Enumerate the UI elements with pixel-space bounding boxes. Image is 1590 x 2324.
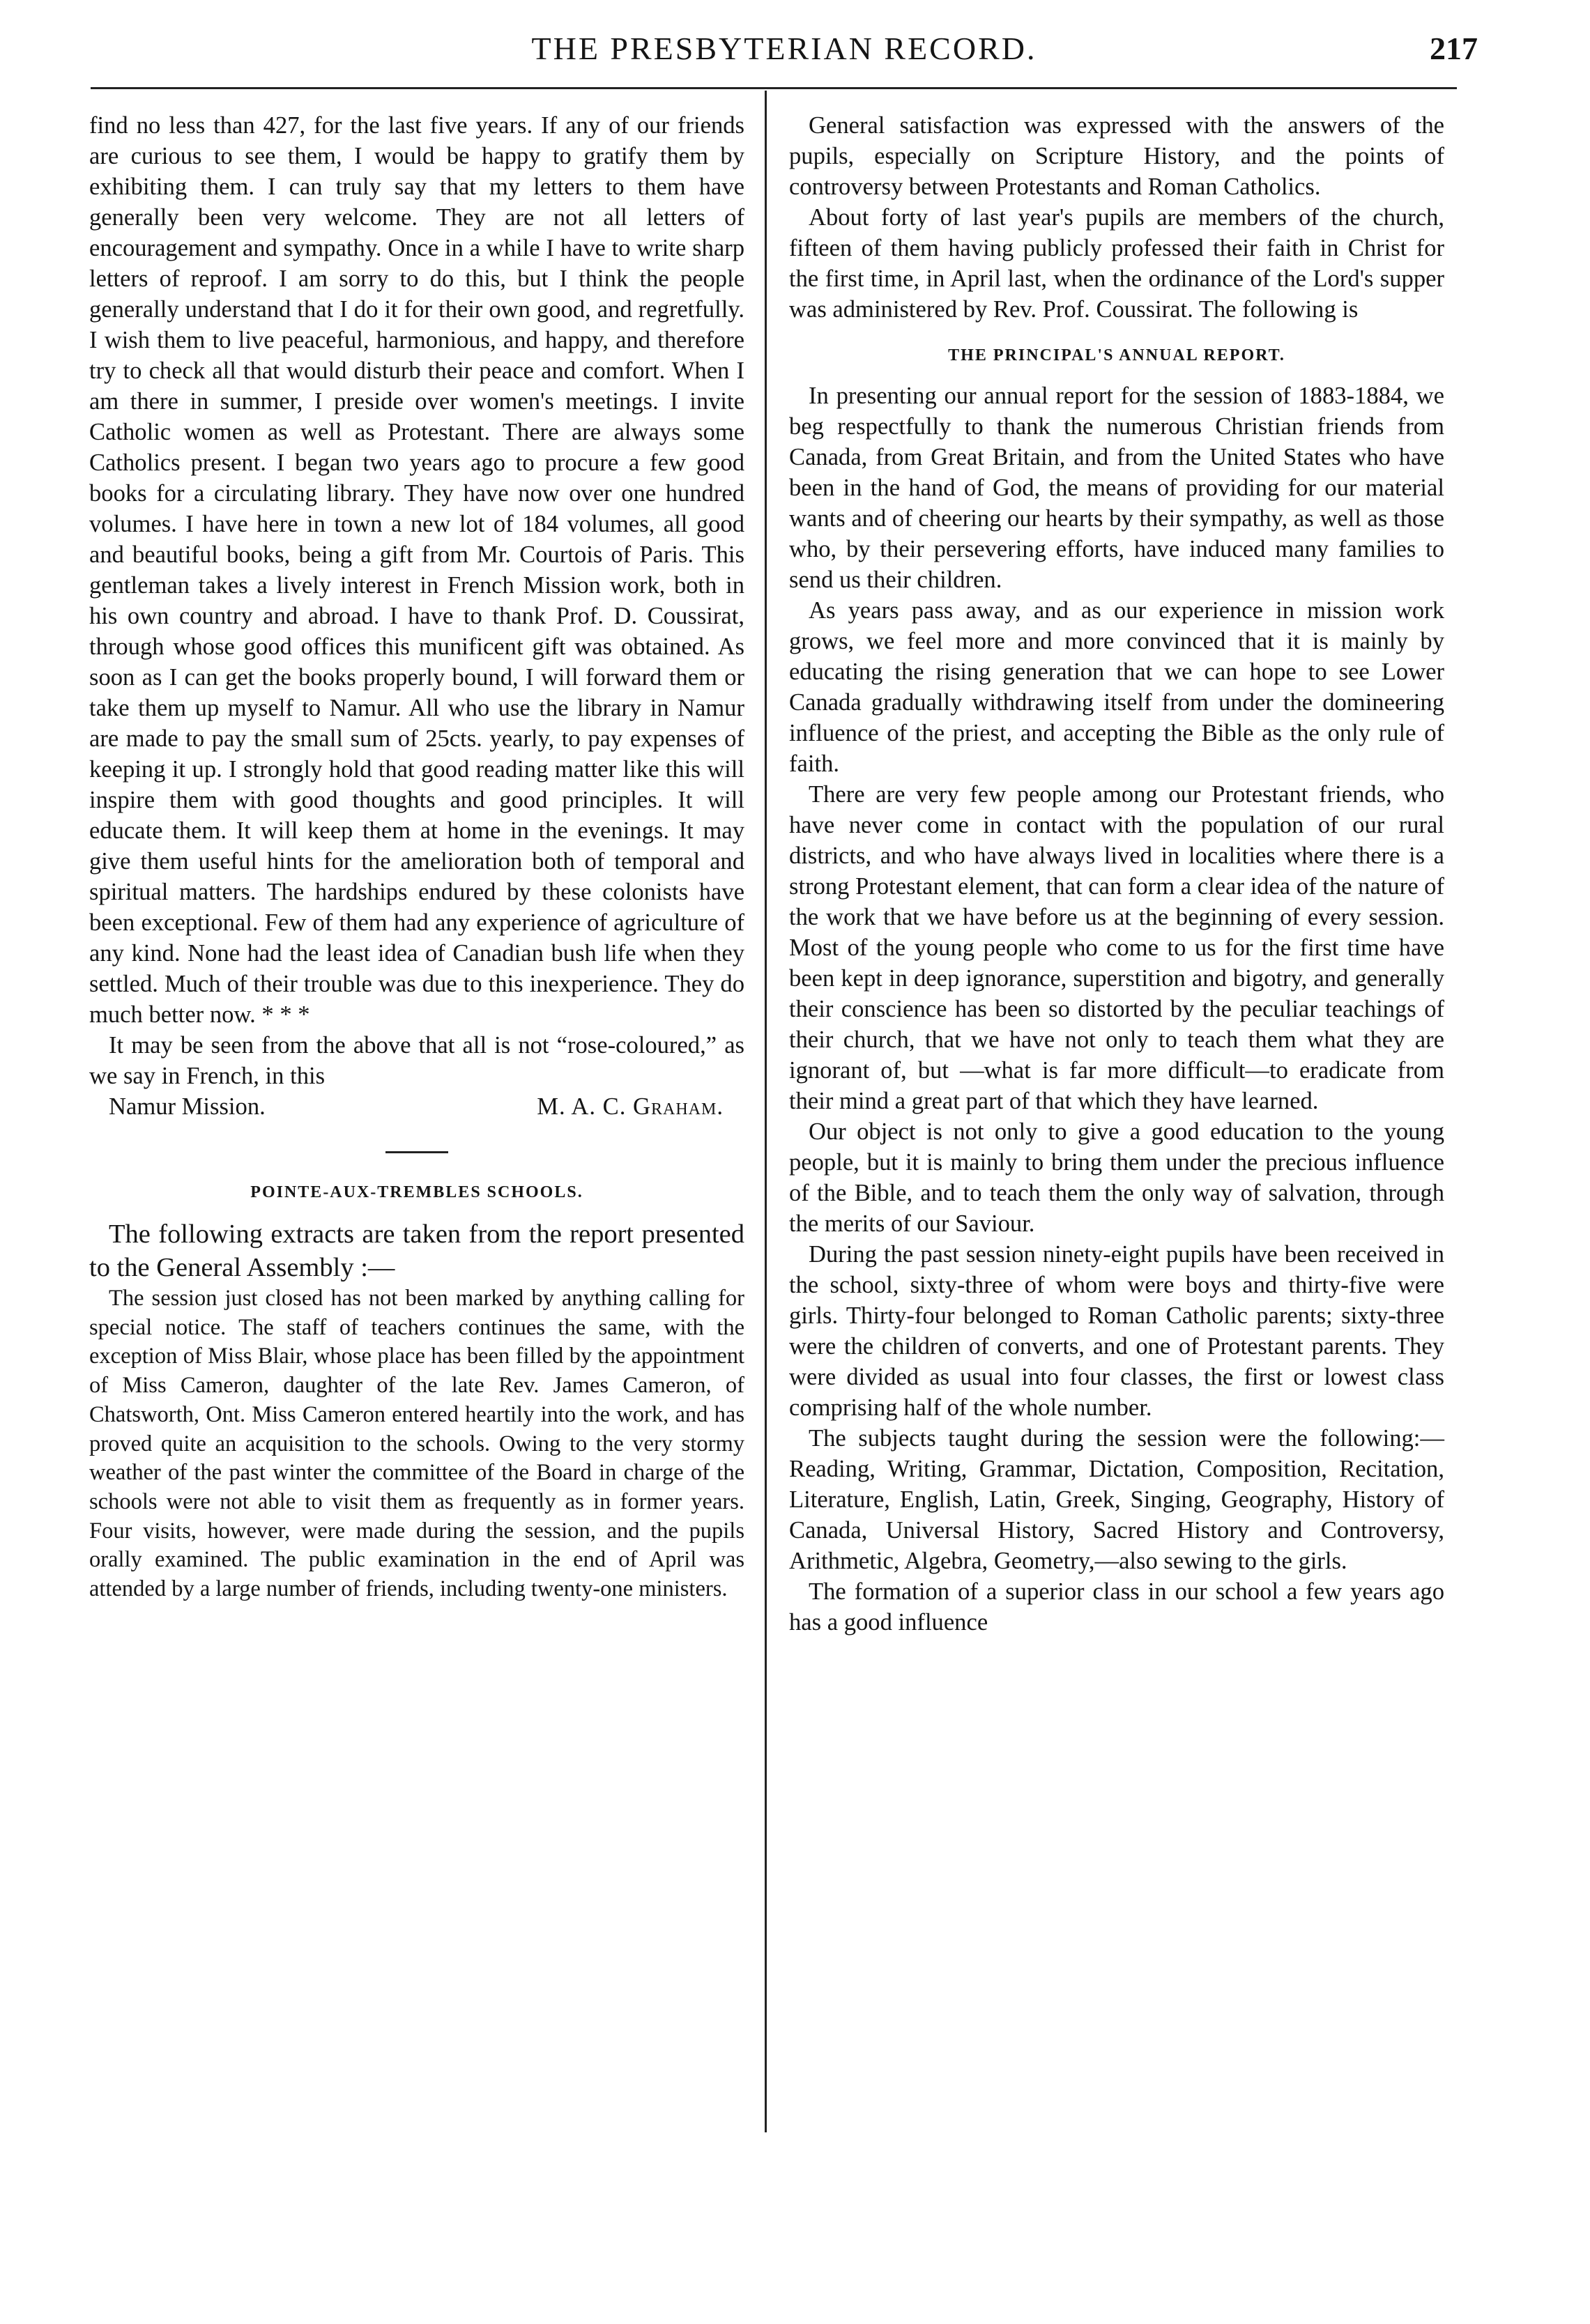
section-heading-pointe-aux-trembles: POINTE-AUX-TREMBLES SCHOOLS. bbox=[250, 1183, 583, 1201]
header-rule bbox=[91, 87, 1457, 89]
page-header bbox=[91, 28, 1478, 77]
right-paragraph-8: The subjects taught during the session were the following:—Reading, Writing, Grammar, Dictation, Composition, Recitation, Literature, English, Latin, Greek, Singing, Geography, History of Canada, Universal History, Sacred History and Controversy, Arithmetic, Algebra, Geometry,—also sewing to the girls. bbox=[789, 1425, 1444, 1574]
left-paragraph-2: It may be seen from the above that all is not “rose-coloured,” as we say in French, in this bbox=[89, 1032, 744, 1089]
signoff-name: M. A. C. Graham. bbox=[537, 1093, 724, 1120]
right-column bbox=[789, 110, 1444, 1638]
right-paragraph-3: In presenting our annual report for the session of 1883-1884, we beg respectfully to thank the numerous Christian friends from Canada, from Great Britain, and from the United States who have been in the hand of God, the means of providing for our material wants and of cheering our hearts by their sympathy, as well as those who, by their persevering efforts, have induced many families to send us their children. bbox=[789, 383, 1444, 593]
left-paragraph-3: The session just closed has not been marked by anything calling for special notice. The staff of teachers continues the same, with the exception of Miss Blair, whose place has been filled by the appointment of Miss Cameron, daughter of the late Rev. James Cameron, of Chatsworth, Ont. Miss Cameron entered heartily into the work, and has proved quite an acquisition to the schools. Owing to the very stormy weather of the past winter the committee of the Board in charge of the schools were not able to visit them as frequently as in former years. Four visits, however, were made during the session, and the pupils orally examined. The public examination in the end of April was attended by a large number of friends, including twenty-one ministers. bbox=[89, 1286, 744, 1602]
signoff bbox=[89, 1091, 744, 1122]
running-title: THE PRESBYTERIAN RECORD. bbox=[531, 31, 1037, 66]
right-paragraph-1: General satisfaction was expressed with the answers of the pupils, especially on Scripture History, and the points of controversy between Protestants and Roman Catholics. bbox=[789, 112, 1444, 200]
left-column bbox=[89, 110, 744, 1604]
signoff-place: Namur Mission. bbox=[109, 1093, 266, 1120]
right-paragraph-7: During the past session ninety-eight pupils have been received in the school, sixty-three of whom were boys and thirty-five were girls. Thirty-four belonged to Roman Catholic parents; sixty-three were the children of converts, and one of Protestant parents. They were divided as usual into four classes, the first or lowest class comprising half of the whole number. bbox=[789, 1241, 1444, 1421]
right-paragraph-9: The formation of a superior class in our school a few years ago has a good influence bbox=[789, 1578, 1444, 1636]
right-paragraph-4: As years pass away, and as our experience in mission work grows, we feel more and more convinced that it is mainly by educating the rising generation that we can hope to see Lower Canada gradually withdrawing itself from under the domineering influence of the priest, and accepting the Bible as the only rule of faith. bbox=[789, 597, 1444, 777]
section-heading-principals-report: THE PRINCIPAL'S ANNUAL REPORT. bbox=[948, 346, 1285, 364]
right-paragraph-2: About forty of last year's pupils are members of the church, fifteen of them having publicly professed their faith in Christ for the first time, in April last, when the ordinance of the Lord's supper was administered by Rev. Prof. Coussirat. The following is bbox=[789, 204, 1444, 323]
section-divider bbox=[385, 1151, 448, 1153]
page-number: 217 bbox=[1430, 31, 1478, 66]
column-divider bbox=[765, 91, 767, 2132]
extracts-intro: The following extracts are taken from the report presented to the General Assembly :— bbox=[89, 1219, 744, 1282]
right-paragraph-6: Our object is not only to give a good education to the young people, but it is mainly to bring them under the precious influence of the Bible, and to teach them the only way of salvation, through the merits of our Saviour. bbox=[789, 1118, 1444, 1237]
left-paragraph-1: find no less than 427, for the last five years. If any of our friends are curious to see them, I would be happy to gratify them by exhibiting them. I can truly say that my letters to them have generally been very welcome. They are not all letters of encouragement and sympathy. Once in a while I have to write sharp letters of reproof. I am sorry to do this, but I think the people generally understand that I do it for their own good, and regretfully. I wish them to live peaceful, harmonious, and happy, and therefore try to check all that would disturb their peace and comfort. When I am there in summer, I preside over women's meetings. I invite Catholic women as well as Protestant. There are always some Catholics present. I began two years ago to procure a few good books for a circulating library. They have now over one hundred volumes. I have here in town a new lot of 184 volumes, all good and beautiful books, being a gift from Mr. Courtois of Paris. This gentleman takes a lively interest in French Mission work, both in his own country and abroad. I have to thank Prof. D. Coussirat, through whose good offices this munificent gift was obtained. As soon as I can get the books properly bound, I will forward them or take them up myself to Namur. All who use the library in Namur are made to pay the small sum of 25cts. yearly, to pay expenses of keeping it up. I strongly hold that good reading matter like this will inspire them with good thoughts and good principles. It will educate them. It will keep them at home in the evenings. It may give them useful hints for the amelioration both of temporal and spiritual matters. The hardships endured by these colonists have been exceptional. Few of them had any experience of agriculture of any kind. None had the least idea of Canadian bush life when they settled. Much of their trouble was due to this inexperience. They do much better now. * * * bbox=[89, 112, 744, 1028]
right-paragraph-5: There are very few people among our Protestant friends, who have never come in contact with the population of our rural districts, and who have always lived in localities where there is a strong Protestant element, that can form a clear idea of the nature of the work that we have before us at the beginning of every session. Most of the young people who come to us for the first time have been kept in deep ignorance, superstition and bigotry, and generally their conscience has been so distorted by the peculiar teachings of their church, that we have not only to teach them what they are ignorant of, but —what is far more difficult—to eradicate from their mind a great part of that which they have learned. bbox=[789, 781, 1444, 1114]
